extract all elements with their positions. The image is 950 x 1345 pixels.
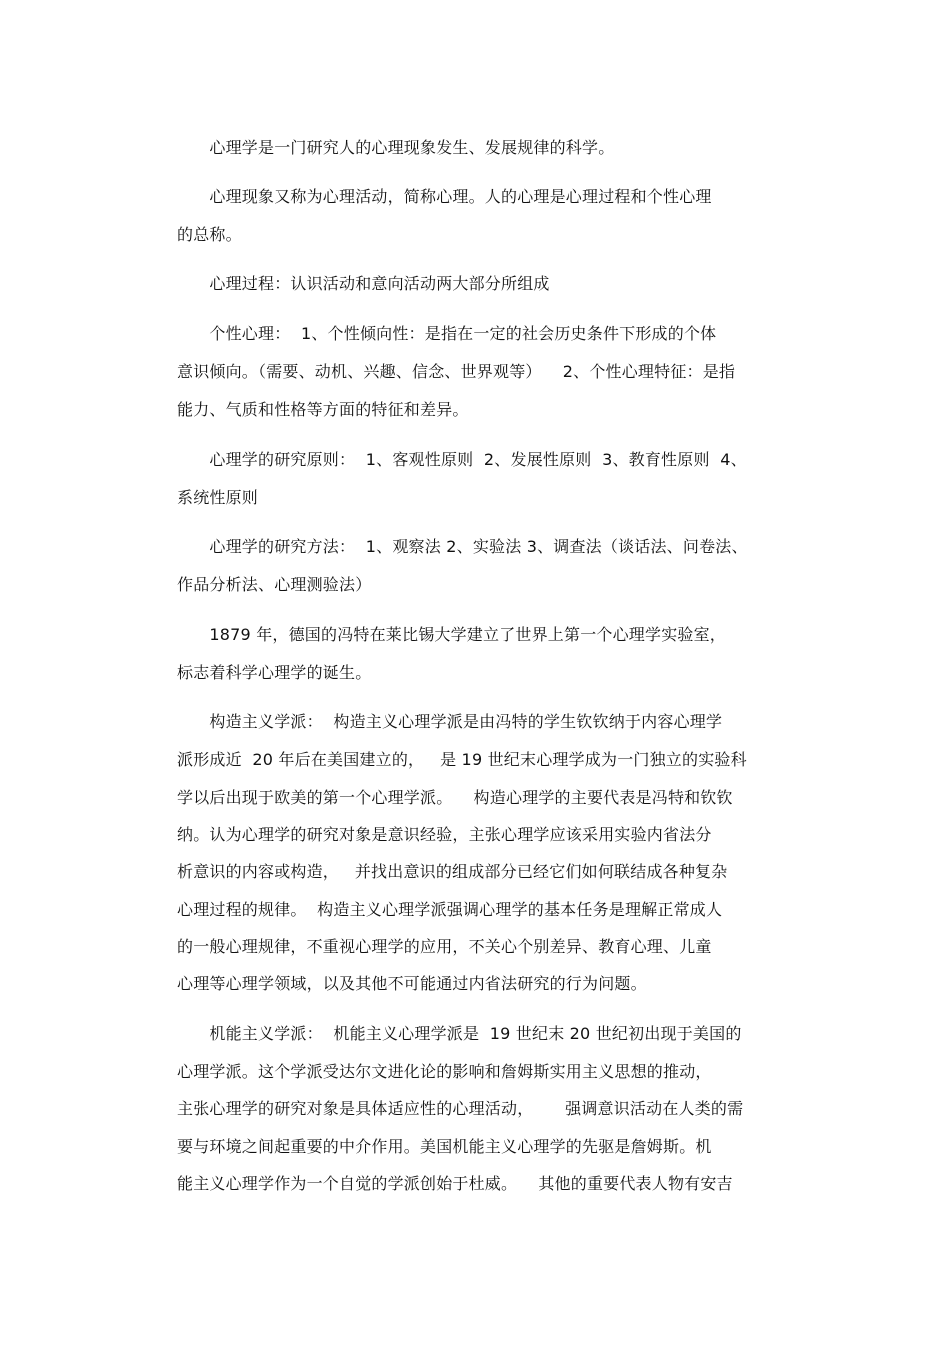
text-line: 作品分析法、心理测验法） xyxy=(177,575,372,594)
text-line: 心理学的研究方法： 1、观察法 2、实验法 3、调查法（谈话法、问卷法、 xyxy=(177,537,748,556)
text-line: 心理等心理学领域，以及其他不可能通过内省法研究的行为问题。 xyxy=(177,974,647,993)
text-line: 构造主义学派： 构造主义心理学派是由冯特的学生钦钦纳于内容心理学 xyxy=(177,712,723,731)
text-line: 心理学派。这个学派受达尔文进化论的影响和詹姆斯实用主义思想的推动， xyxy=(177,1062,712,1081)
text-line: 纳。认为心理学的研究对象是意识经验，主张心理学应该采用实验内省法分 xyxy=(177,825,712,844)
text-line: 的一般心理规律，不重视心理学的应用，不关心个别差异、教育心理、儿童 xyxy=(177,937,712,956)
text-line: 析意识的内容或构造， 并找出意识的组成部分已经它们如何联结成各种复杂 xyxy=(177,862,728,881)
text-line: 能主义心理学作为一个自觉的学派创始于杜威。 其他的重要代表人物有安吉 xyxy=(177,1174,733,1193)
text-line: 学以后出现于欧美的第一个心理学派。 构造心理学的主要代表是冯特和钦钦 xyxy=(177,788,733,807)
text-line: 系统性原则 xyxy=(177,488,259,507)
text-line: 派形成近 20 年后在美国建立的， 是 19 世纪末心理学成为一门独立的实验科 xyxy=(177,750,747,769)
text-line: 心理学的研究原则： 1、客观性原则 2、发展性原则 3、教育性原则 4、 xyxy=(177,450,747,469)
text-line: 意识倾向。（需要、动机、兴趣、信念、世界观等） 2、个性心理特征：是指 xyxy=(177,362,736,381)
text-line: 的总称。 xyxy=(177,225,242,244)
text-line: 心理现象又称为心理活动，简称心理。人的心理是心理过程和个性心理 xyxy=(177,187,712,206)
text-line: 心理过程：认识活动和意向活动两大部分所组成 xyxy=(177,274,550,293)
text-line: 个性心理： 1、个性倾向性：是指在一定的社会历史条件下形成的个体 xyxy=(177,324,717,343)
text-line: 要与环境之间起重要的中介作用。美国机能主义心理学的先驱是詹姆斯。机 xyxy=(177,1137,712,1156)
text-line: 机能主义学派： 机能主义心理学派是 19 世纪末 20 世纪初出现于美国的 xyxy=(177,1024,742,1043)
text-line: 标志着科学心理学的诞生。 xyxy=(177,663,372,682)
text-line: 心理过程的规律。 构造主义心理学派强调心理学的基本任务是理解正常成人 xyxy=(177,900,723,919)
text-line: 主张心理学的研究对象是具体适应性的心理活动， 强调意识活动在人类的需 xyxy=(177,1099,744,1118)
text-line: 能力、气质和性格等方面的特征和差异。 xyxy=(177,400,469,419)
text-line: 1879 年，德国的冯特在莱比锡大学建立了世界上第一个心理学实验室， xyxy=(177,625,727,644)
text-line: 心理学是一门研究人的心理现象发生、发展规律的科学。 xyxy=(177,138,615,157)
